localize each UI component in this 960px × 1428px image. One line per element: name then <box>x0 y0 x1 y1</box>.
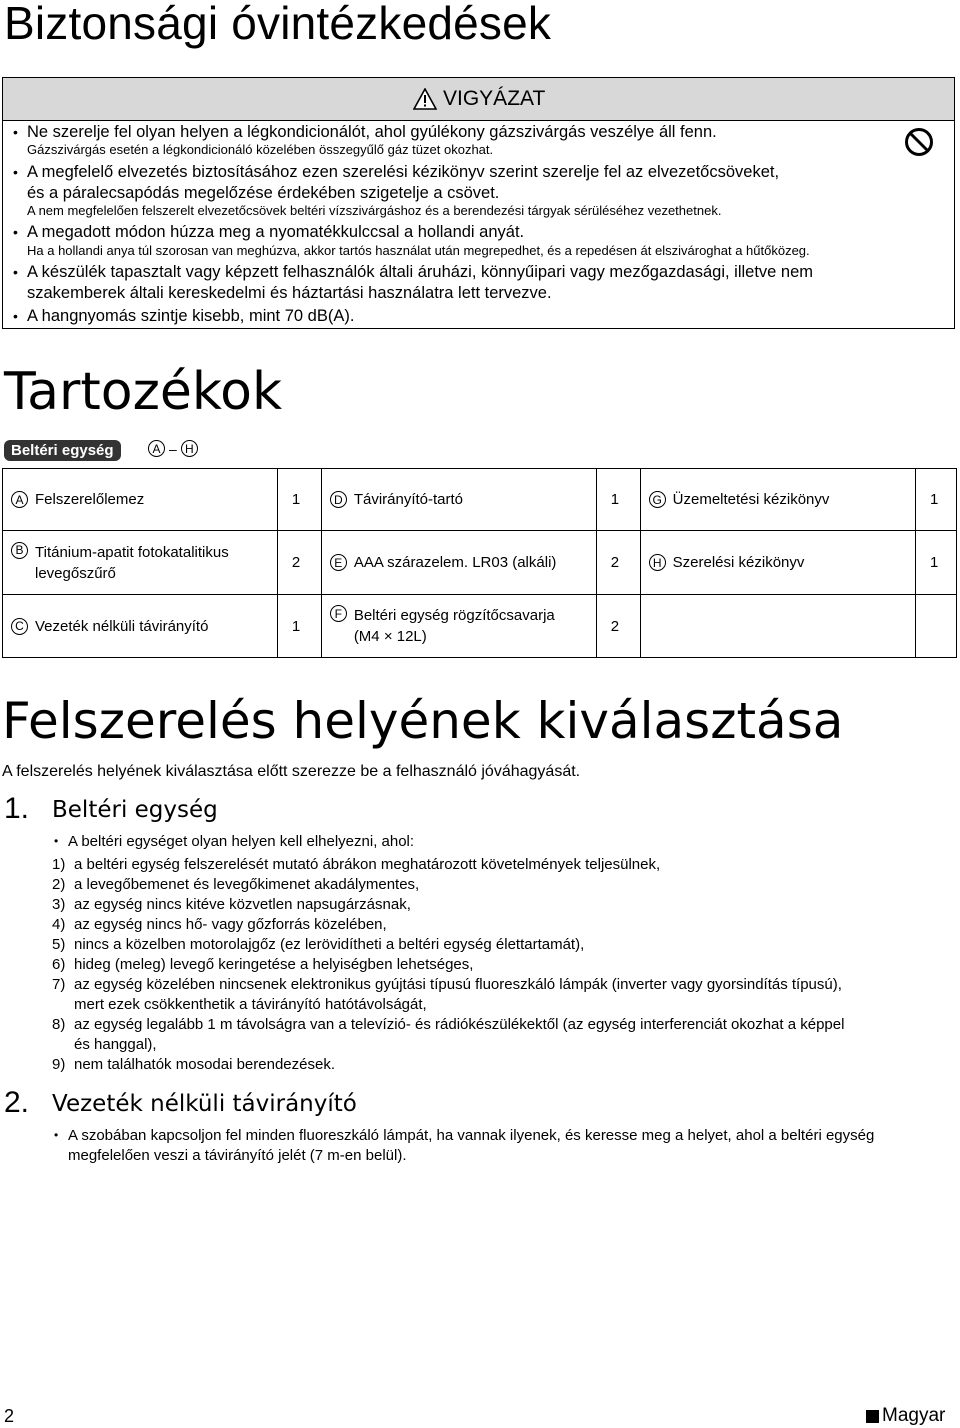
table-row <box>3 595 957 658</box>
language-label <box>866 1405 945 1427</box>
section-title: Beltéri egység <box>52 797 218 823</box>
accessory-cell <box>3 595 278 658</box>
accessory-cell <box>321 531 596 595</box>
accessory-qty: 1 <box>916 469 957 531</box>
accessory-name: AAA szárazelem. LR03 (alkáli) <box>353 554 557 571</box>
item-text: a levegőbemenet és levegőkimenet akadálymentes, <box>74 876 420 893</box>
warning-line-8: A készülék tapasztalt vagy képzett felhasználók általi áruházi, könnyűipari vagy mezőgazdasági, illetve nem <box>27 263 814 281</box>
warning-line-1: Ne szerelje fel olyan helyen a légkondicionálót, ahol gyúlékony gázszivárgás veszélye áll fenn. <box>27 123 717 141</box>
accessory-cell <box>321 595 596 658</box>
accessory-qty: 1 <box>596 469 640 531</box>
warning-line-10: A hangnyomás szintje kisebb, mint 70 dB(A). <box>27 307 355 325</box>
warning-title: VIGYÁZAT <box>443 87 546 110</box>
accessory-cell <box>640 469 915 531</box>
empty-cell <box>916 595 957 658</box>
accessory-range <box>148 440 198 457</box>
accessory-name: Szerelési kézikönyv <box>672 554 805 571</box>
item-text: az egység nincs hő- vagy gőzforrás közelében, <box>74 916 387 933</box>
accessory-cell <box>640 531 915 595</box>
item-number: 1) <box>52 856 66 873</box>
section-number: 1. <box>4 792 30 825</box>
bullet-dot: • <box>54 834 59 848</box>
accessory-name: Üzemeltetési kézikönyv <box>672 491 830 508</box>
warning-box <box>2 77 955 329</box>
prohibition-icon <box>904 127 934 157</box>
bullet-dot: • <box>13 164 18 180</box>
item-number: 5) <box>52 936 66 953</box>
warning-line-5: A nem megfelelően felszerelt elvezetőcsövek beltéri vízszivárgáshoz és a berendezési tárgyak sérüléséhez vezethetnek. <box>27 203 722 218</box>
accessory-qty: 1 <box>916 531 957 595</box>
circle-letter: E <box>330 554 347 571</box>
item-text: az egység legalább 1 m távolságra van a televízió- és rádiókészülékektől (az egység interferenciát okozhat a képpel <box>74 1016 845 1033</box>
table-row <box>3 469 957 531</box>
warning-title-group <box>413 86 545 112</box>
title-safety: Biztonsági óvintézkedések <box>4 0 552 49</box>
circle-letter: D <box>330 491 347 508</box>
section2-line-1: A szobában kapcsoljon fel minden fluoreszkáló lámpát, ha vannak ilyenek, és keresse meg a helyet, ahol a beltéri egység <box>68 1127 875 1144</box>
empty-cell <box>640 595 915 658</box>
title-accessories: Tartozékok <box>4 362 283 422</box>
bullet-dot: • <box>54 1128 59 1142</box>
warning-triangle-icon <box>413 88 437 110</box>
item-number: 8) <box>52 1016 66 1033</box>
item-number: 4) <box>52 916 66 933</box>
item-text: és hanggal), <box>74 1036 157 1053</box>
accessory-qty: 2 <box>596 531 640 595</box>
accessory-name: Távirányító-tartó <box>353 491 464 508</box>
warning-line-2: Gázszivárgás esetén a légkondicionáló közelében összegyűlő gáz tüzet okozhat. <box>27 142 494 157</box>
accessory-name: Vezeték nélküli távirányító <box>35 617 209 635</box>
accessory-name: Titánium-apatit fotokatalitikus levegőszűrő <box>35 543 229 582</box>
circle-letter: C <box>11 618 28 635</box>
warning-header <box>3 78 954 121</box>
circle-letter: F <box>330 605 347 622</box>
section-number: 2. <box>4 1086 30 1119</box>
page-number: 2 <box>4 1406 15 1426</box>
item-number: 3) <box>52 896 66 913</box>
item-text: nem találhatók mosodai berendezések. <box>74 1056 335 1073</box>
circle-letter: A <box>148 440 165 457</box>
table-row <box>3 531 957 595</box>
circle-letter: H <box>181 440 198 457</box>
language-text: Magyar <box>882 1405 946 1426</box>
warning-line-9: szakemberek általi kereskedelmi és háztartási használatra lett tervezve. <box>27 284 552 302</box>
bullet-dot: • <box>13 264 18 280</box>
item-text: nincs a közelben motorolajgőz (ez lerövidítheti a beltéri egység élettartamát), <box>74 936 585 953</box>
bullet-dot: • <box>13 124 18 140</box>
accessory-qty: 1 <box>277 469 321 531</box>
warning-line-3: A megfelelő elvezetés biztosításához ezen szerelési kézikönyv szerint szerelje fel az elvezetőcsöveket, <box>27 163 780 181</box>
item-number: 2) <box>52 876 66 893</box>
bullet-dot: • <box>13 308 18 324</box>
item-number: 6) <box>52 956 66 973</box>
circle-letter: B <box>11 542 28 559</box>
accessory-name: Felszerelőlemez <box>35 491 145 508</box>
range-dash: – <box>169 440 177 457</box>
warning-line-7: Ha a hollandi anya túl szorosan van meghúzva, akkor tartós használat után megrepedhet, és a repedésen át elszivároghat a hűtőközeg. <box>27 243 810 258</box>
warning-line-4: és a páralecsapódás megelőzése érdekében szigetelje a csövet. <box>27 184 500 202</box>
accessories-table <box>2 468 957 658</box>
circle-letter: A <box>11 491 28 508</box>
accessory-cell <box>3 469 278 531</box>
item-text: az egység nincs kitéve közvetlen napsugárzásnak, <box>74 896 411 913</box>
item-text: mert ezek csökkenthetik a távirányító hatótávolságát, <box>74 996 427 1013</box>
indoor-unit-tag: Beltéri egység <box>4 440 121 461</box>
warning-line-6: A megadott módon húzza meg a nyomatékkulccsal a hollandi anyát. <box>27 223 525 241</box>
accessory-cell <box>321 469 596 531</box>
section-title: Vezeték nélküli távirányító <box>52 1091 357 1117</box>
item-number: 9) <box>52 1056 66 1073</box>
accessory-cell <box>3 531 278 595</box>
bullet-dot: • <box>13 224 18 240</box>
item-text: az egység közelében nincsenek elektronikus gyújtási típusú fluoreszkáló lámpák (inverter vagy gyorsindítás típusú), <box>74 976 842 993</box>
accessory-qty: 1 <box>277 595 321 658</box>
accessory-name: Beltéri egység rögzítőcsavarja (M4 × 12L) <box>353 607 555 645</box>
accessory-qty: 2 <box>277 531 321 595</box>
title-location: Felszerelés helyének kiválasztása <box>2 692 844 750</box>
accessory-qty: 2 <box>596 595 640 658</box>
square-icon <box>866 1410 879 1423</box>
location-intro: A felszerelés helyének kiválasztása előtt szerezze be a felhasználó jóváhagyását. <box>2 763 581 780</box>
circle-letter: H <box>649 554 666 571</box>
circle-letter: G <box>649 491 666 508</box>
section2-line-2: megfelelően veszi a távirányító jelét (7 m-en belül). <box>68 1147 407 1164</box>
item-number: 7) <box>52 976 66 993</box>
section1-bullet: A beltéri egységet olyan helyen kell elhelyezni, ahol: <box>68 833 415 850</box>
item-text: hideg (meleg) levegő keringetése a helyiségben lehetséges, <box>74 956 474 973</box>
item-text: a beltéri egység felszerelését mutató ábrákon meghatározott követelmények teljesülnek, <box>74 856 661 873</box>
